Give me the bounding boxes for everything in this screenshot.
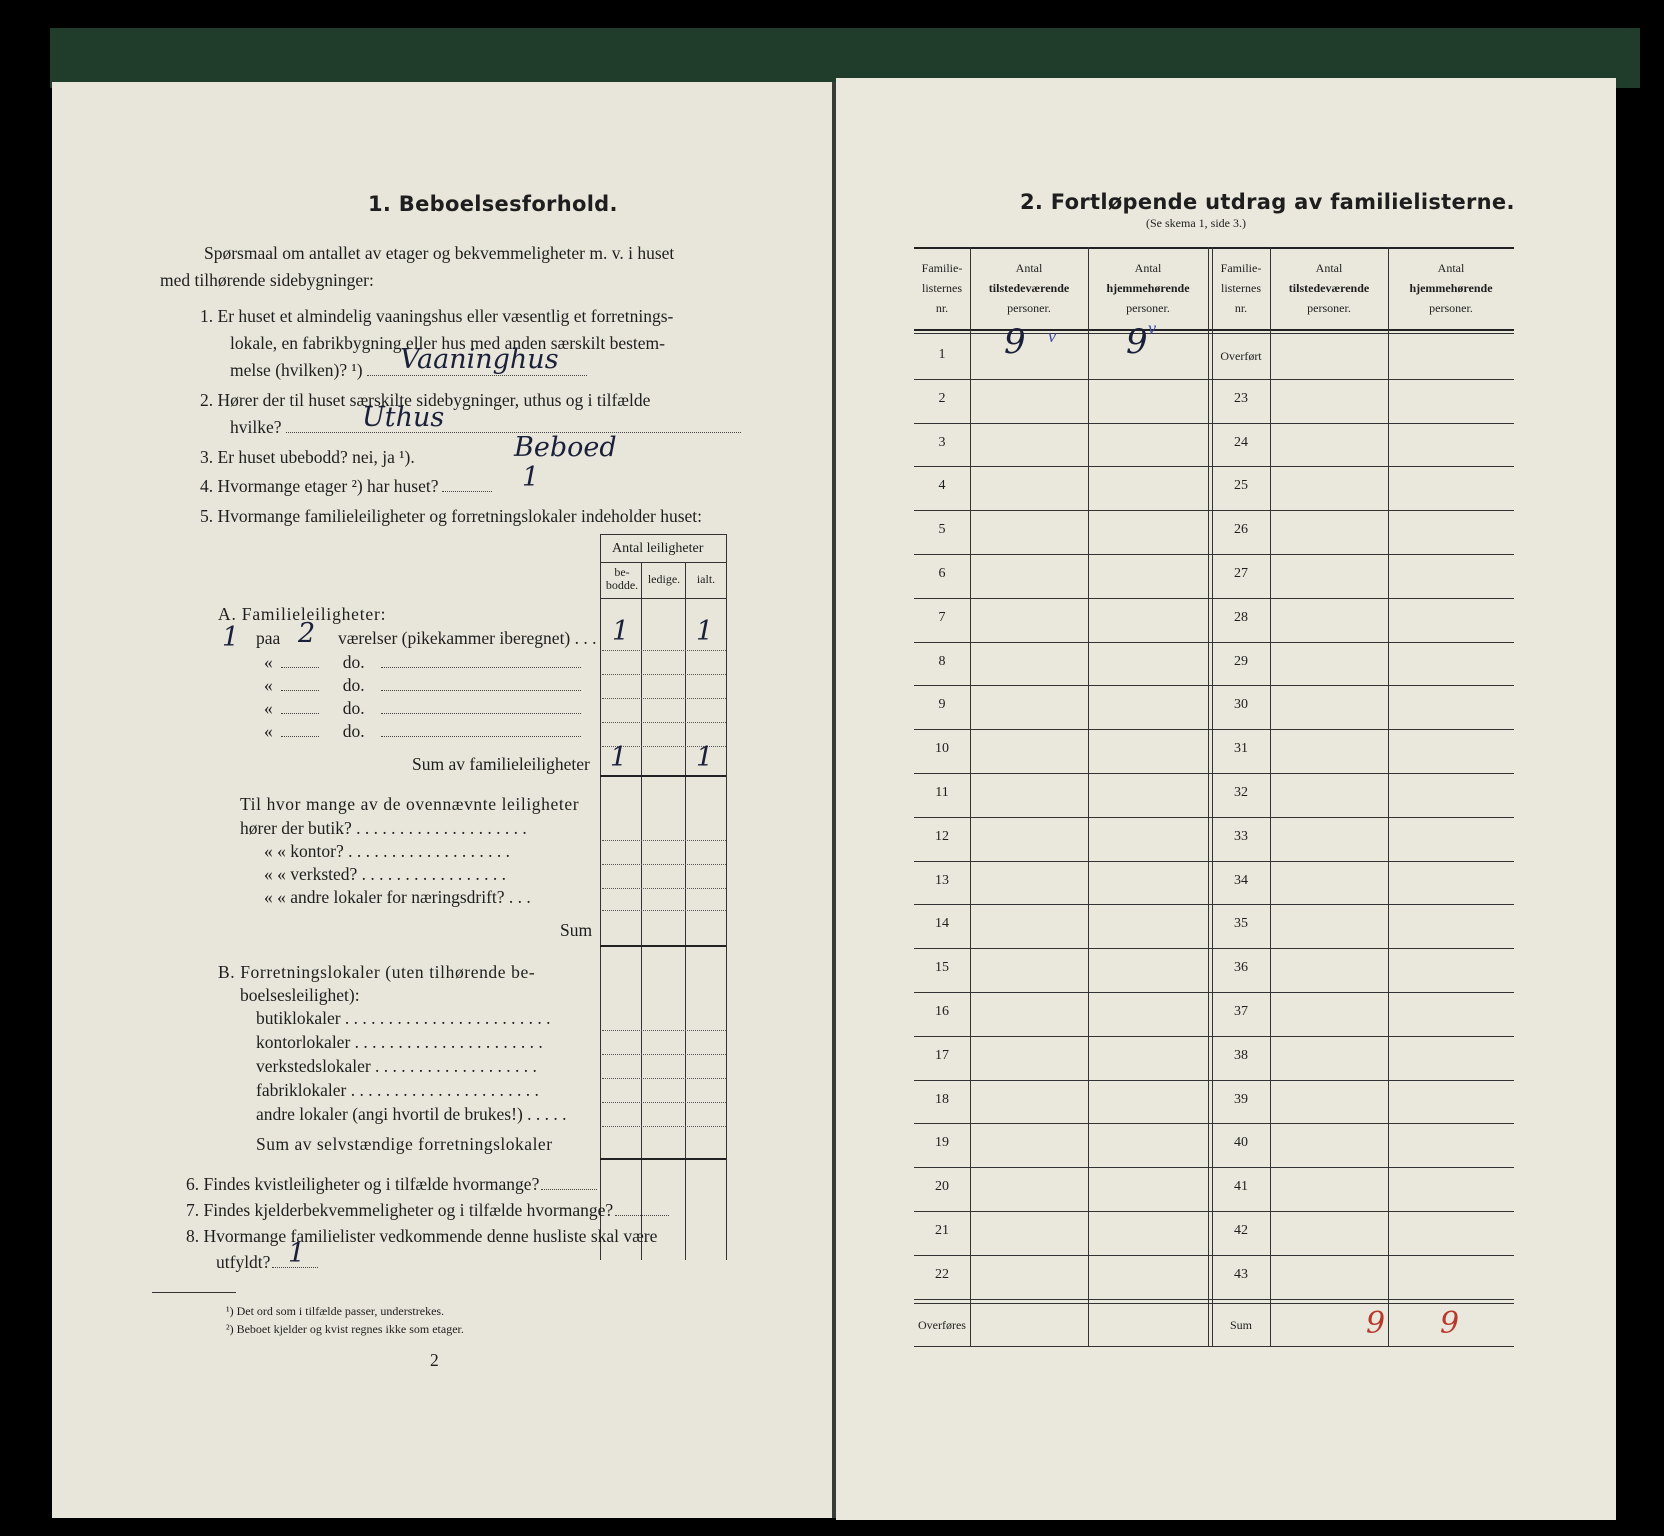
right-row-number: 25 [1234,478,1248,494]
til-verksted: « « verksted? . . . . . . . . . . . . . . . . . [264,864,507,884]
ditto-row-4: « do. [264,698,581,719]
footnote-2: ²) Beboet kjelder og kvist regnes ikke som etager. [226,1322,464,1336]
right-row-number: 29 [1234,653,1248,669]
row-separator [914,554,1514,555]
header-tilstedevaerende-left: Antal tilstedeværende personer. [988,261,1070,315]
intro-line-1: Spørsmaal om antallet av etager og bekvemmeligheter m. v. i huset [204,243,675,263]
left-row-number: 1 [938,347,946,362]
sum-til-label: Sum [560,920,593,940]
til-andre: « « andre lokaler for næringsdrift? . . . [264,887,531,907]
header-familie-nr-right: Familie- listernes nr. [1220,261,1262,315]
row1-count: 1 [222,622,240,653]
left-row-number: 17 [935,1047,949,1063]
left-page [52,82,832,1518]
col-header-ledige: ledige. [647,572,681,586]
question-7: 7. Findes kjelderbekvemmeligheter og i tilfælde hvormange? [186,1200,669,1221]
left-row-number: 3 [938,434,946,450]
left-row-number: 5 [938,522,946,538]
question-2-line-1: 2. Hører der til huset særskilte sidebygninger, uthus og i tilfælde [200,390,651,410]
table-header-antal-leiligheter: Antal leiligheter [612,541,704,556]
row1-label: værelser (pikekammer iberegnet) . . . [338,628,597,648]
sum-tilstedevaerende-value: 9 [1366,1306,1386,1341]
right-row-number: 31 [1234,741,1248,757]
row-separator [914,642,1514,643]
footer-overfores: Overføres [918,1318,966,1332]
row-separator [914,685,1514,686]
question-3: 3. Er huset ubebodd? nei, ja ¹). [200,447,415,467]
right-row-number: 41 [1234,1179,1248,1195]
sum-family-bebodde: 1 [610,742,628,773]
row-separator [914,423,1514,424]
question-2-answer: Uthus [362,402,445,433]
ditto-row-5: « do. [264,721,581,742]
section-title-beboelsesforhold: 1. Beboelsesforhold. [368,192,618,216]
right-row-overfort: Overført [1220,349,1262,363]
question-1-answer: Vaaninghus [400,344,559,375]
question-2-line-2: hvilke? [230,417,741,438]
section-b-line-1: B. Forretningslokaler (uten tilhørende be- [218,962,536,982]
sum-selvstaendige-label: Sum av selvstændige forretningslokaler [256,1134,553,1154]
left-row-number: 16 [935,1004,949,1019]
row1-paa: paa [256,628,281,648]
right-row-number: 32 [1234,785,1248,800]
left-row-number: 8 [938,653,946,669]
header-hjemmehorende-right: Antal hjemmehørende personer. [1409,261,1493,315]
left-row-number: 22 [935,1266,949,1282]
row-separator [914,598,1514,599]
header-familie-nr-left: Familie- listernes nr. [921,261,963,315]
col-header-bebodde: be- bodde. [605,565,639,592]
question-4-answer: 1 [522,462,540,493]
left-row-number: 19 [935,1135,949,1151]
section-a-title: A. Familieleiligheter: [218,604,387,624]
sum-family-ialt: 1 [696,742,714,773]
section-b-line-2: boelsesleilighet): [240,985,360,1005]
row-separator [914,1211,1514,1212]
left-row-number: 2 [938,390,946,406]
b-kontorlokaler: kontorlokaler . . . . . . . . . . . . . . . . . . . . . . [256,1032,543,1052]
right-row-number: 27 [1234,566,1248,581]
row-separator [914,510,1514,511]
row-separator [914,904,1514,905]
right-row-number: 33 [1234,828,1248,844]
right-row-number: 23 [1234,390,1248,406]
right-row-number: 30 [1234,697,1248,713]
right-page [836,78,1616,1520]
row-separator [914,466,1514,467]
row1-ialt: 1 [696,616,714,647]
question-1-line-2: lokale, en fabrikbygning eller hus med anden særskilt bestem- [230,333,665,353]
col-header-ialt: ialt. [696,572,716,586]
left-row-number: 13 [935,872,949,888]
row1-rooms: 2 [298,618,316,649]
til-kontor: « « kontor? . . . . . . . . . . . . . . . . . . . [264,841,510,861]
right-row-number: 40 [1234,1135,1248,1151]
question-1-line-3: melse (hvilken)? ¹) [230,360,587,381]
b-andre-lokaler: andre lokaler (angi hvortil de brukes!) . . . . . [256,1104,567,1124]
row-separator [914,1167,1514,1168]
right-row-number: 38 [1234,1047,1248,1063]
til-butik: hører der butik? . . . . . . . . . . . . . . . . . . . . [240,818,527,838]
question-8-line-2: utfyldt? [216,1252,318,1273]
right-row-number: 24 [1234,434,1248,450]
row1-tilstedevaerende-value: 9 [1004,322,1026,362]
right-row-number: 36 [1234,960,1248,976]
footer-sum: Sum [1230,1318,1253,1332]
ditto-row-3: « do. [264,675,581,696]
row1-check-mark-2: v [1148,318,1156,338]
section-title-fortlopende: 2. Fortløpende utdrag av familielisterne. [1020,190,1515,214]
question-8-line-1: 8. Hvormange familielister vedkommende denne husliste skal være [186,1226,658,1246]
sum-hjemmehorende-value: 9 [1440,1306,1460,1341]
right-row-number: 28 [1234,609,1248,625]
header-hjemmehorende-left: Antal hjemmehørende personer. [1106,261,1190,315]
left-row-number: 20 [935,1179,949,1195]
left-row-number: 6 [938,566,946,581]
left-row-number: 9 [938,697,946,713]
row-separator [914,1299,1514,1300]
b-verkstedslokaler: verkstedslokaler . . . . . . . . . . . . . . . . . . . [256,1056,537,1076]
question-1-line-1: 1. Er huset et almindelig vaaningshus eller væsentlig et forretnings- [200,306,674,326]
ditto-row-2: « do. [264,652,581,673]
question-8-answer: 1 [288,1238,306,1269]
row-separator [914,992,1514,993]
intro-line-2: med tilhørende sidebygninger: [160,270,374,290]
left-row-number: 4 [938,478,946,494]
row-separator [914,1123,1514,1124]
question-4: 4. Hvormange etager ²) har huset? [200,476,492,497]
left-row-number: 21 [935,1223,949,1238]
left-row-number: 14 [935,916,949,932]
b-fabriklokaler: fabriklokaler . . . . . . . . . . . . . . . . . . . . . . [256,1080,539,1100]
right-row-number: 43 [1234,1266,1248,1282]
page-number: 2 [430,1350,439,1370]
footnote-1: ¹) Det ord som i tilfælde passer, understrekes. [226,1304,445,1318]
row1-check-mark-1: v [1048,326,1056,346]
sum-family-label: Sum av familieleiligheter [412,754,590,774]
question-5: 5. Hvormange familieleiligheter og forretningslokaler indeholder huset: [200,506,702,526]
question-6: 6. Findes kvistleiligheter og i tilfælde hvormange? [186,1174,597,1195]
til-hvor-mange-line: Til hvor mange av de ovennævnte leiligheter [240,794,580,814]
right-row-number: 35 [1234,916,1248,932]
right-row-number: 34 [1234,872,1248,888]
row-separator [914,1080,1514,1081]
row-separator [914,729,1514,730]
header-tilstedevaerende-right: Antal tilstedeværende personer. [1288,261,1370,315]
row-separator [914,1255,1514,1256]
left-row-number: 10 [935,741,949,757]
left-row-number: 15 [935,960,949,976]
row1-hjemmehorende-value: 9 [1126,322,1148,362]
left-row-number: 12 [935,828,949,844]
row-separator [914,817,1514,818]
row-separator [914,1036,1514,1037]
left-row-number: 18 [935,1091,949,1107]
right-row-number: 42 [1234,1223,1248,1238]
right-row-number: 39 [1234,1091,1248,1107]
section-subtitle: (Se skema 1, side 3.) [1146,216,1246,230]
row-separator [914,773,1514,774]
b-butiklokaler: butiklokaler . . . . . . . . . . . . . . . . . . . . . . . . [256,1008,551,1028]
right-row-number: 37 [1234,1004,1248,1019]
left-row-number: 11 [935,785,949,800]
row-separator [914,379,1514,380]
row-separator [914,948,1514,949]
left-row-number: 7 [938,609,946,625]
row-separator [914,861,1514,862]
right-row-number: 26 [1234,522,1248,538]
question-3-answer: Beboed [514,432,617,463]
row1-bebodde: 1 [612,616,630,647]
